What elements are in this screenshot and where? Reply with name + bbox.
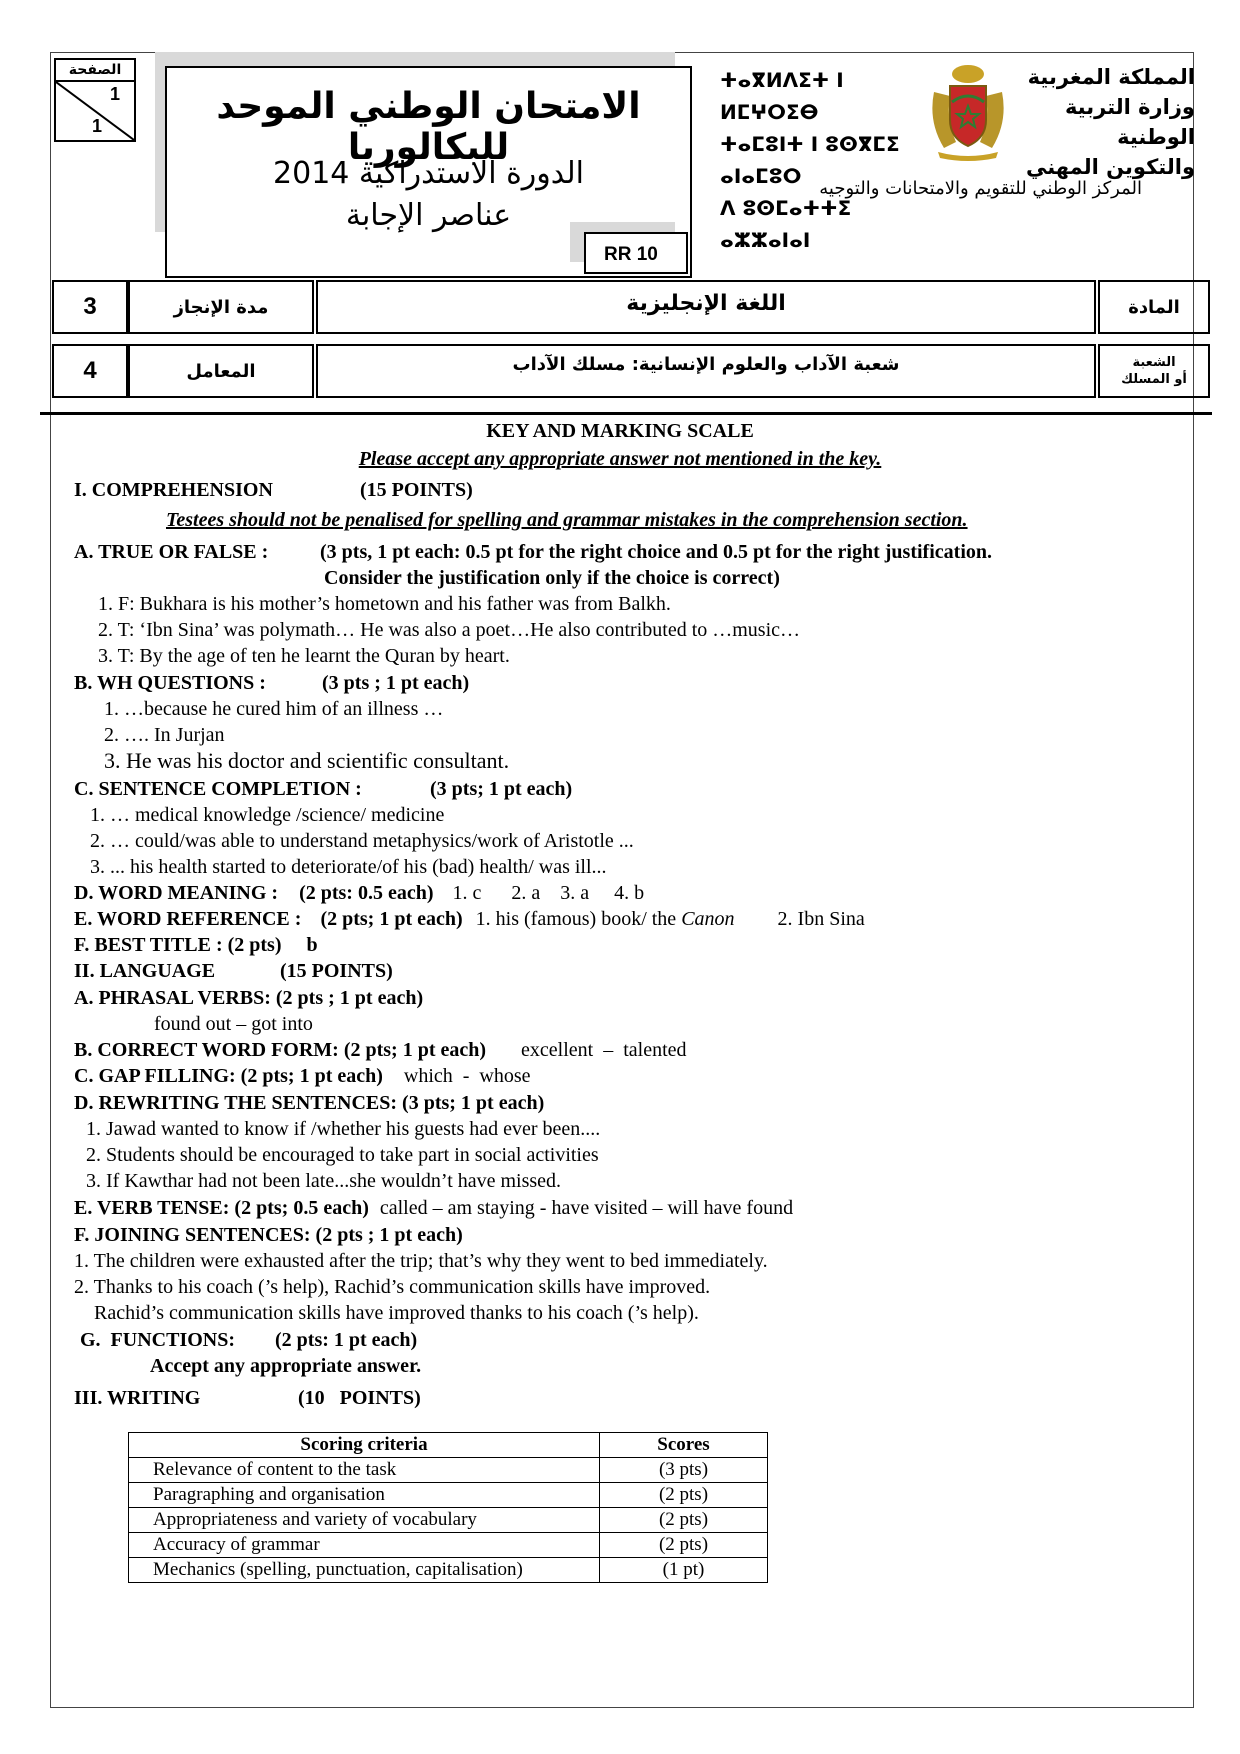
branch-row [52,344,1187,402]
gap-filling-title: C. GAP FILLING: (2 pts; 1 pt each) [74,1065,383,1087]
functions-answer: Accept any appropriate answer. [150,1355,422,1377]
page-number-box [54,58,136,142]
word-meaning-answers: 1. c 2. a 3. a 4. b [452,882,645,904]
best-title-answer: b [306,934,318,956]
functions-title: G. FUNCTIONS: (2 pts: 1 pt each) [80,1329,418,1351]
score-cell: (2 pts) [600,1533,768,1558]
joining-answer: 1. The children were exhausted after the trip; that’s why they went to bed immediately. [74,1250,768,1272]
wh-answer: 1. …because he cured him of an illness … [104,698,444,720]
criterion-cell: Mechanics (spelling, punctuation, capitalisation) [129,1558,600,1583]
true-false-title: A. TRUE OR FALSE : [74,541,269,563]
section-comprehension-title: I. COMPREHENSION [74,479,273,501]
verb-tense-answer: called – am staying - have visited – will have found [379,1197,794,1219]
joining-title: F. JOINING SENTENCES: (2 pts ; 1 pt each) [74,1224,463,1246]
rewriting-answer: 1. Jawad wanted to know if /whether his guests had ever been.... [86,1118,601,1140]
table-row [129,1483,768,1508]
rewriting-answer: 3. If Kawthar had not been late...she wouldn’t have missed. [86,1170,562,1192]
completion-answer: 1. … medical knowledge /science/ medicine [90,804,445,826]
wh-answer: 2. …. In Jurjan [104,724,225,746]
section-writing-title: III. WRITING [74,1387,201,1409]
ministry-line: وزارة التربية الوطنية [1064,95,1195,149]
exam-session: الدورة الاستدراكية 2014 [273,156,584,191]
wh-questions-points: (3 pts ; 1 pt each) [322,672,470,694]
best-title-line [74,932,318,958]
table-header: Scores [600,1433,768,1458]
verb-tense-title: E. VERB TENSE: (2 pts; 0.5 each) [74,1197,369,1219]
best-title-title: F. BEST TITLE : (2 pts) [74,934,282,956]
coefficient-label: المعامل [128,344,314,398]
verb-tense-line [74,1195,793,1221]
ministry-line: المملكة المغربية [1027,65,1195,89]
scoring-table [128,1432,768,1583]
criterion-cell: Relevance of content to the task [129,1458,600,1483]
table-header-row [129,1433,768,1458]
criterion-cell: Appropriateness and variety of vocabulary [129,1508,600,1533]
branch-label-line: أو المسلك [1121,372,1187,387]
score-cell: (2 pts) [600,1508,768,1533]
duration-value: 3 [52,280,128,334]
table-row [129,1508,768,1533]
phrasal-verbs-answer: found out – got into [154,1013,313,1035]
gap-filling-answer: which - whose [403,1065,531,1087]
wh-answer: 3. He was his doctor and scientific consultant. [104,748,510,773]
word-reference-title: E. WORD REFERENCE : [74,908,302,930]
key-title: KEY AND MARKING SCALE [486,420,754,442]
sentence-completion-title: C. SENTENCE COMPLETION : [74,778,362,800]
word-reference-points: (2 pts; 1 pt each) [320,908,463,930]
criterion-cell: Accuracy of grammar [129,1533,600,1558]
subject-label: المادة [1098,280,1210,334]
sentence-completion-points: (3 pts; 1 pt each) [430,778,573,800]
tifinagh-ministry-name [720,64,920,256]
ministry-line: والتكوين المهني [1025,155,1195,179]
true-false-points-note: Consider the justification only if the choice is correct) [324,567,780,589]
tifinagh-line: ⴷ ⵓⵙⵎⴰⵜⵜⵉ ⴰⵣⵣⴰⵏⴰⵏ [720,196,852,252]
true-false-answer: 3. T: By the age of ten he learnt the Quran by heart. [98,645,510,667]
word-reference-line [74,906,865,932]
phrasal-verbs-title: A. PHRASAL VERBS: (2 pts ; 1 pt each) [74,987,424,1009]
exam-code: RR 10 [584,232,688,274]
branch-label-line: الشعبة [1132,355,1176,370]
branch-value: شعبة الآداب والعلوم الإنسانية: مسلك الآداب [316,344,1096,398]
key-note: Please accept any appropriate answer not mentioned in the key. [358,448,882,470]
gap-filling-line [74,1063,531,1089]
section-writing-points: (10 POINTS) [298,1387,421,1409]
word-form-line [74,1037,687,1063]
word-meaning-line [74,880,644,906]
word-reference-answer: 2. Ibn Sina [777,908,865,930]
score-cell: (2 pts) [600,1483,768,1508]
table-header: Scoring criteria [129,1433,600,1458]
joining-answer: 2. Thanks to his coach (’s help), Rachid’s communication skills have improved. [74,1276,711,1298]
completion-answer: 3. ... his health started to deteriorate/of his (bad) health/ was ill... [90,856,607,878]
criterion-cell: Paragraphing and organisation [129,1483,600,1508]
exam-title: الامتحان الوطني الموحد للبكالوريا [216,86,641,168]
joining-answer: Rachid’s communication skills have improved thanks to his coach (’s help). [74,1302,699,1324]
exam-center-name: المركز الوطني للتقويم والامتحانات والتوجيه [819,178,1142,199]
true-false-points: (3 pts, 1 pt each: 0.5 pt for the right choice and 0.5 pt for the right justification. [320,541,992,563]
word-meaning-points: (2 pts: 0.5 each) [299,882,434,904]
table-row [129,1458,768,1483]
header-divider [40,412,1212,415]
word-form-answer: excellent – talented [521,1039,687,1061]
word-reference-answer-italic: Canon [681,908,735,930]
subject-row [52,280,1180,338]
completion-answer: 2. … could/was able to understand metaphysics/work of Aristotle ... [90,830,634,852]
score-cell: (3 pts) [600,1458,768,1483]
branch-label [1098,344,1210,398]
page-total: 1 [92,116,103,136]
rewriting-answer: 2. Students should be encouraged to take part in social activities [86,1144,599,1166]
section-language-points: (15 POINTS) [280,960,393,982]
duration-label: مدة الإنجاز [128,280,314,334]
word-form-title: B. CORRECT WORD FORM: (2 pts; 1 pt each) [74,1039,487,1061]
rewriting-title: D. REWRITING THE SENTENCES: (3 pts; 1 pt each) [74,1092,545,1114]
coat-of-arms-icon [918,62,1018,162]
ministry-name [1025,62,1195,182]
word-meaning-title: D. WORD MEANING : [74,882,279,904]
true-false-answer: 2. T: ‘Ibn Sina’ was polymath… He was also a poet…He also contributed to …music… [98,619,801,641]
coefficient-value: 4 [52,344,128,398]
page-number: 1 [109,84,120,104]
tifinagh-line: ⵜⴰⵎⵓⵏⵜ ⵏ ⵓⵙⴳⵎⵉ ⴰⵏⴰⵎⵓⵔ [720,132,900,188]
table-row [129,1533,768,1558]
comprehension-note: Testees should not be penalised for spelling and grammar mistakes in the comprehension section. [166,509,968,531]
score-cell: (1 pt) [600,1558,768,1583]
answer-elements-label: عناصر الإجابة [345,198,512,233]
tifinagh-line: ⵜⴰⴳⵍⴷⵉⵜ ⵏ ⵍⵎⵖⵔⵉⴱ [720,68,844,124]
wh-questions-title: B. WH QUESTIONS : [74,672,266,694]
true-false-answer: 1. F: Bukhara is his mother’s hometown and his father was from Balkh. [98,593,671,615]
section-language-title: II. LANGUAGE [74,960,216,982]
section-comprehension-points: (15 POINTS) [360,479,473,501]
word-reference-answer: 1. his (famous) book/ the [475,908,677,930]
table-row [129,1558,768,1583]
subject-value: اللغة الإنجليزية [316,280,1096,334]
page-label: الصفحة [56,60,134,82]
